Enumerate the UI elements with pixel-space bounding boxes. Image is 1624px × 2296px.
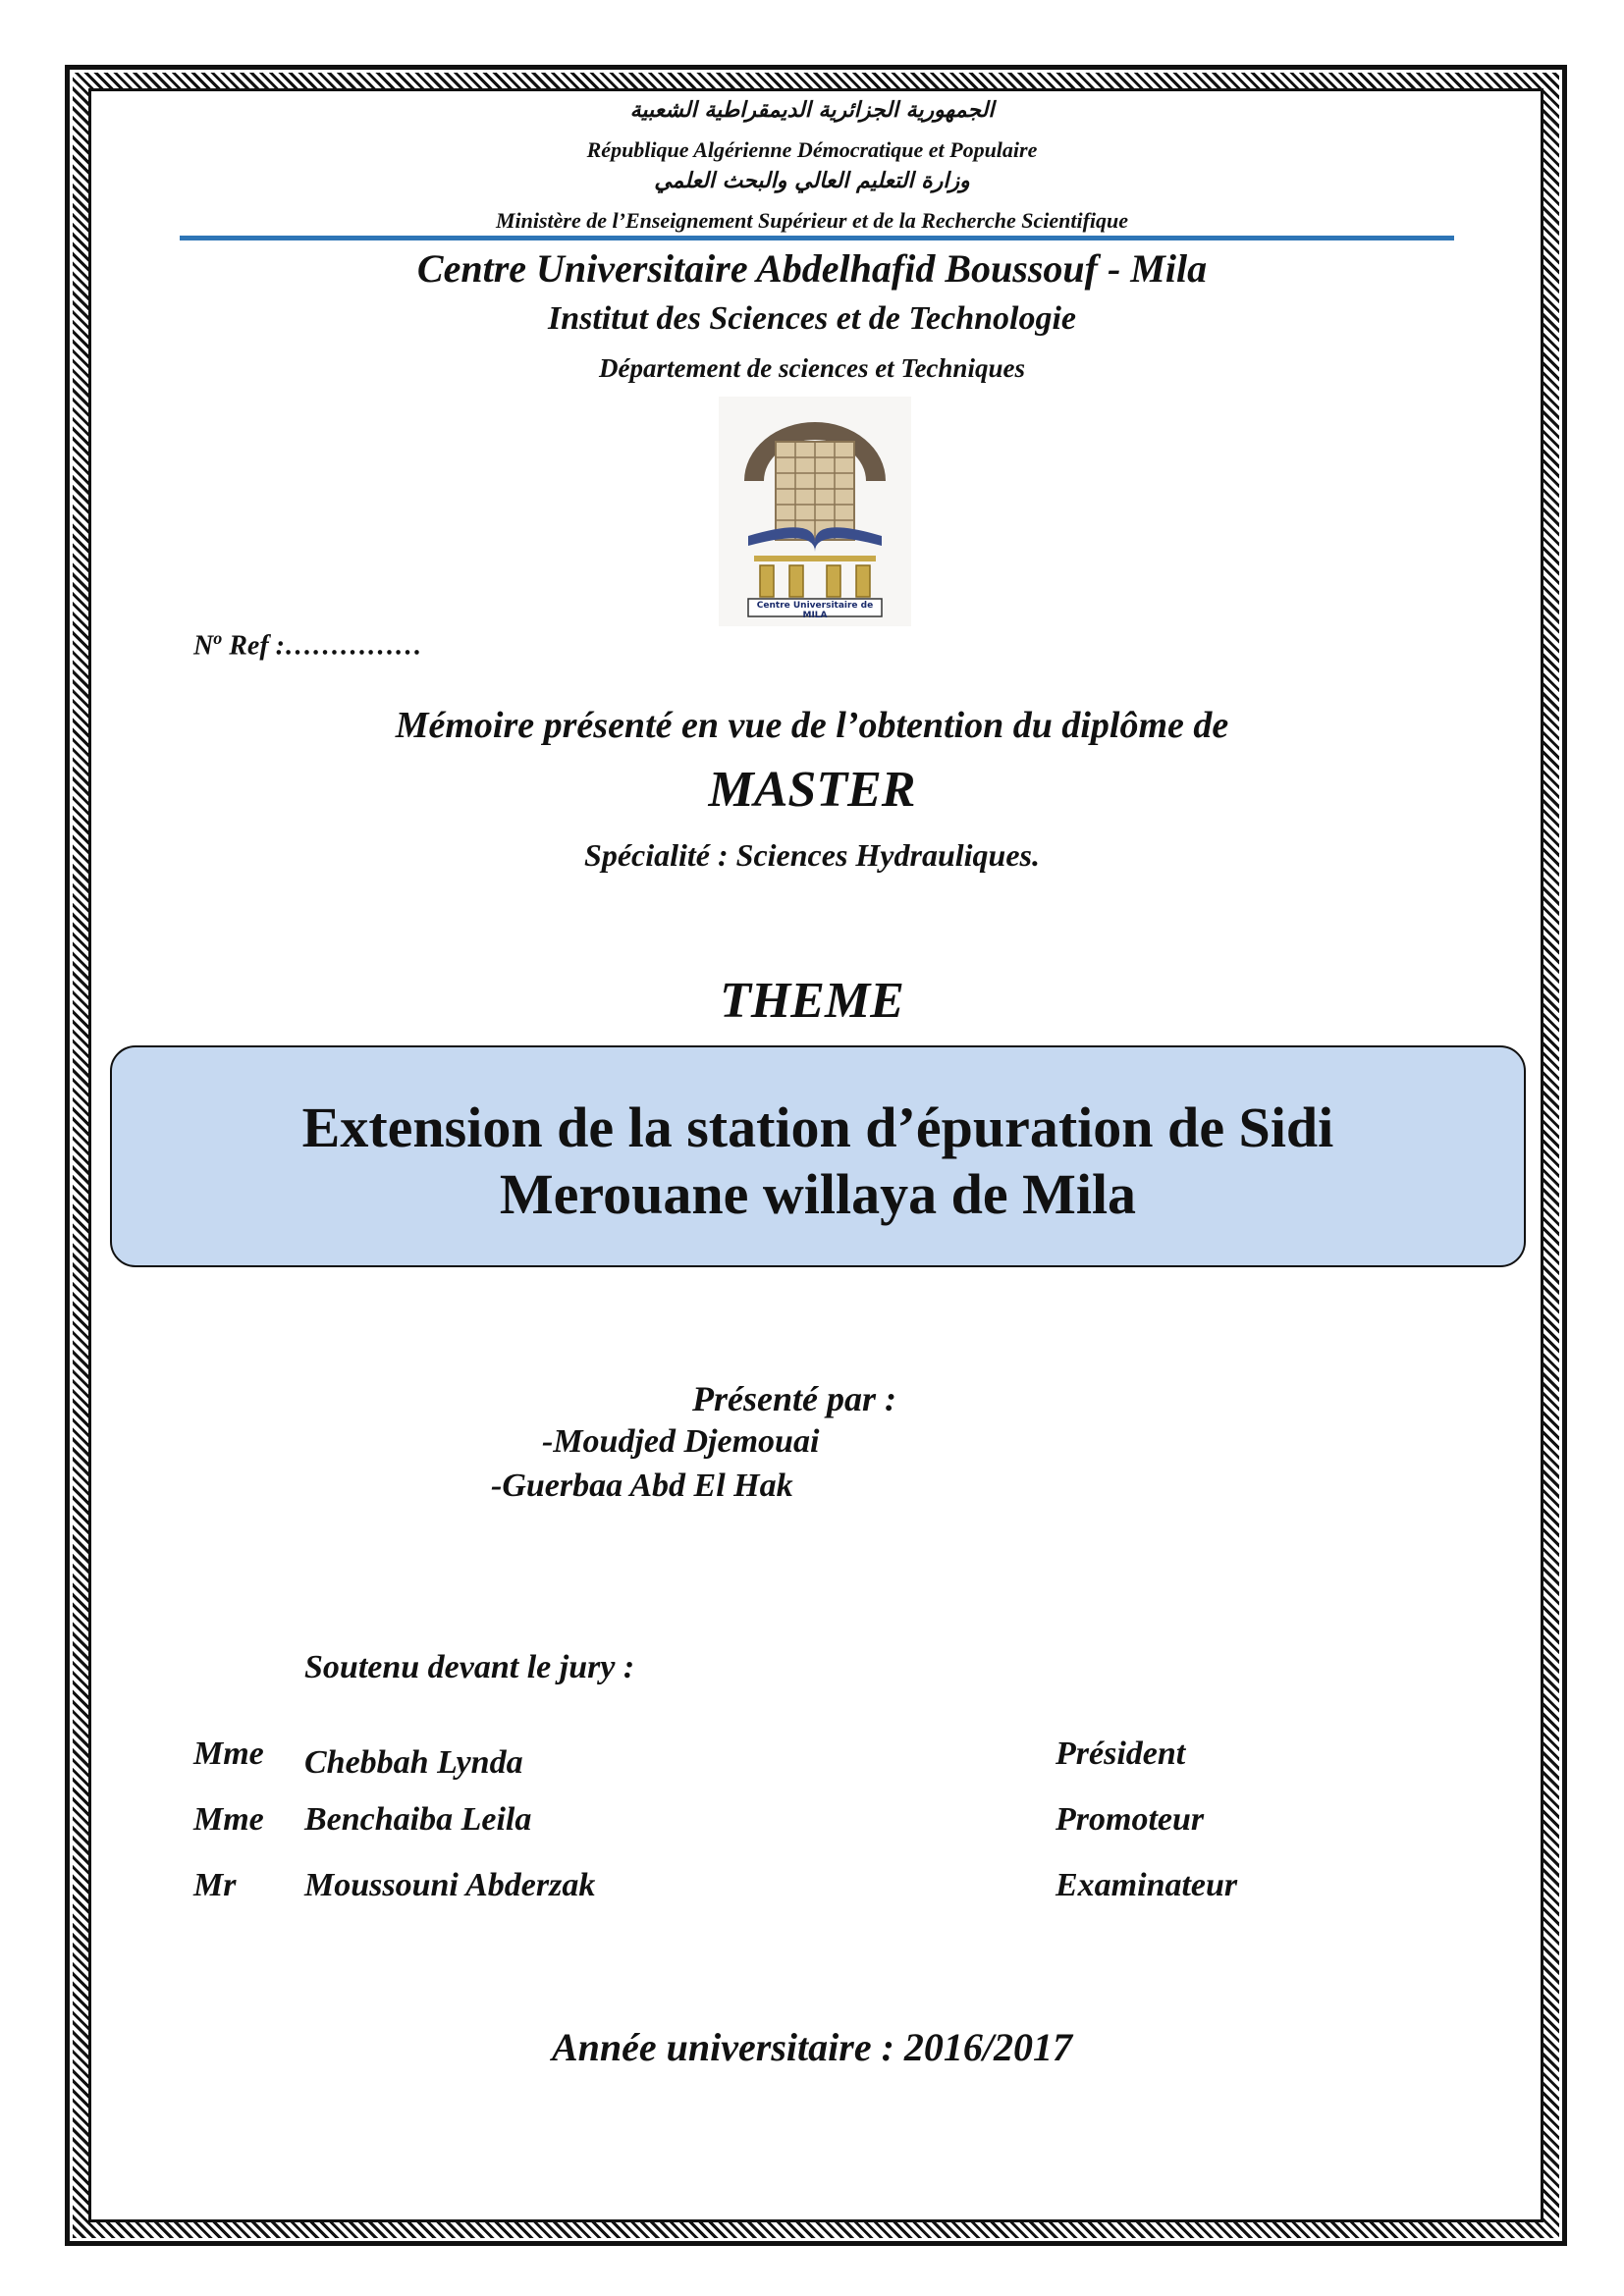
- jury-role-2: Promoteur: [1056, 1801, 1205, 1838]
- jury-name-2: Benchaiba Leila: [304, 1801, 532, 1838]
- jury-name-1: Chebbah Lynda: [304, 1744, 523, 1781]
- speciality: Spécialité : Sciences Hydrauliques.: [584, 837, 1040, 873]
- author-1: -Moudjed Djemouai: [542, 1423, 820, 1460]
- arabic-republic-line: الجمهورية الجزائرية الديمقراطية الشعبية: [629, 98, 995, 123]
- memoire-intro: Mémoire présenté en vue de l’obtention du diplôme de: [395, 705, 1229, 746]
- logo-pillars: [760, 565, 870, 597]
- jury-label: Soutenu devant le jury :: [304, 1649, 635, 1685]
- institute-name: Institut des Sciences et de Technologie: [547, 300, 1076, 337]
- ref-label: N: [193, 630, 214, 662]
- jury-title-3: Mr: [193, 1867, 237, 1903]
- reference-number: [193, 628, 422, 662]
- jury-role-1: Président: [1056, 1735, 1186, 1772]
- jury-name-3: Moussouni Abderzak: [304, 1867, 596, 1903]
- presented-by-label: Présenté par :: [692, 1379, 896, 1418]
- theme-label: THEME: [720, 973, 904, 1029]
- ref-sup: o: [213, 628, 223, 648]
- logo-caption: Centre Universitaire de MILA: [756, 601, 874, 620]
- degree-title: MASTER: [708, 762, 916, 818]
- jury-title-1: Mme: [193, 1735, 264, 1772]
- academic-year: Année universitaire : 2016/2017: [551, 2025, 1073, 2069]
- theme-box: [110, 1045, 1526, 1267]
- ministry-line: Ministère de l’Enseignement Supérieur et de la Recherche Scientifique: [495, 208, 1129, 233]
- jury-role-3: Examinateur: [1056, 1867, 1238, 1903]
- logo-emblem: [719, 397, 911, 626]
- ref-text: Ref :……………: [222, 630, 422, 662]
- jury-title-2: Mme: [193, 1801, 264, 1838]
- university-logo: [719, 397, 911, 626]
- theme-title-line2: Merouane willaya de Mila: [499, 1162, 1137, 1226]
- arabic-ministry-line: وزارة التعليم العالي والبحث العلمي: [654, 169, 970, 193]
- header-rule: [180, 236, 1454, 240]
- department-name: Département de sciences et Techniques: [599, 353, 1025, 383]
- theme-title-line1: Extension de la station d’épuration de Sidi: [301, 1095, 1334, 1159]
- university-name: Centre Universitaire Abdelhafid Boussouf - Mila: [416, 246, 1208, 291]
- republic-line: République Algérienne Démocratique et Populaire: [586, 137, 1038, 162]
- author-2: -Guerbaa Abd El Hak: [491, 1468, 793, 1504]
